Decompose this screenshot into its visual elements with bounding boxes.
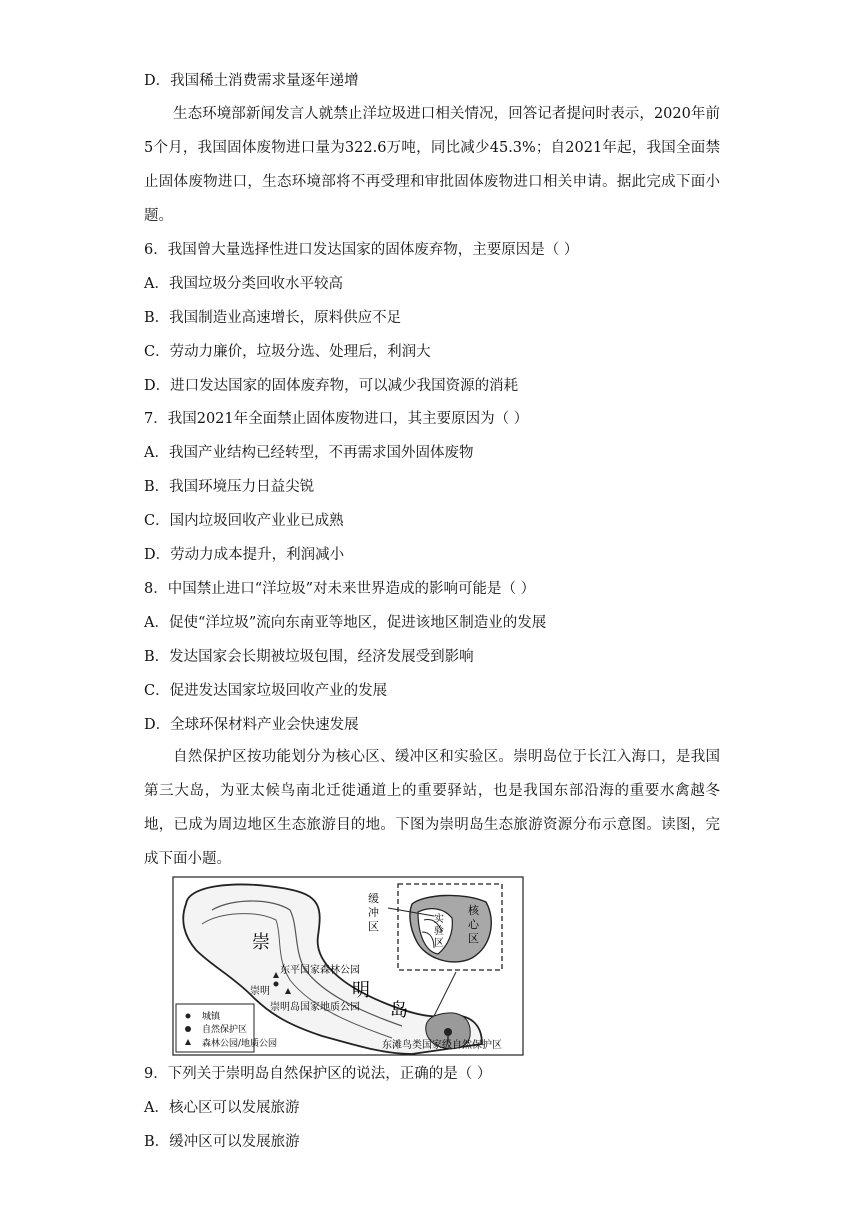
q6-stem: 6．我国曾大量选择性进口发达国家的固体废弃物，主要原因是（ ）: [144, 242, 579, 258]
legend-town-icon: [186, 1014, 191, 1019]
q6-option-b: B．我国制造业高速增长，原料供应不足: [144, 310, 402, 326]
passage-chongming: 自然保护区按功能划分为核心区、缓冲区和实验区。崇明岛位于长江入海口，是我国第三大岛，为亚太候鸟南北迁徙通道上的重要驿站，也是我国东部沿海的重要水禽越冬地，已成为周边地区生态旅游目的地。下图为崇明岛生态旅游资源分布示意图。读图，完成下面小题。: [144, 749, 720, 867]
q8-option-a: A．促使“洋垃圾”流向东南亚等地区，促进该地区制造业的发展: [144, 615, 547, 631]
chongming-map: [172, 876, 524, 1056]
buffer-label-3: 区: [368, 920, 379, 933]
q6-option-a: A．我国垃圾分类回收水平较高: [144, 276, 343, 292]
q7-option-d: D．劳动力成本提升，利润减小: [144, 547, 345, 563]
q5-option-d: D．我国稀土消费需求量逐年递增: [144, 73, 359, 89]
passage-solid-waste: 生态环境部新闻发言人就禁止洋垃圾进口相关情况，回答记者提问时表示，2020年前5个月，我国固体废物进口量为322.6万吨，同比减少45.3%；自2021年起，我国全面禁止固体废物进口，生态环境部将不再受理和审批固体废物进口相关申请。据此完成下面小题。: [144, 106, 720, 224]
experiment-label-2: 验: [434, 926, 444, 937]
chongming-town-marker: [274, 982, 279, 987]
geopark-label: 崇明岛国家地质公园: [270, 1002, 360, 1013]
reserve-marker: [444, 1028, 452, 1036]
core-label-2: 心: [468, 918, 479, 931]
chongming-town-label: 崇明: [250, 986, 270, 997]
legend-town-label: 城镇: [202, 1012, 221, 1022]
buffer-label-1: 缓: [368, 892, 379, 905]
q7-option-c: C．国内垃圾回收产业业已成熟: [144, 513, 344, 529]
q9-option-a: A．核心区可以发展旅游: [144, 1100, 300, 1116]
legend-reserve-icon: [185, 1026, 191, 1032]
island-char-dao: 岛: [390, 1000, 408, 1021]
island-char-chong: 崇: [252, 932, 270, 953]
q9-option-b: B．缓冲区可以发展旅游: [144, 1134, 300, 1150]
reserve-label: 东滩鸟类国家级自然保护区: [382, 1040, 502, 1051]
core-label-3: 区: [468, 932, 479, 945]
q8-stem: 8．中国禁止进口“洋垃圾”对未来世界造成的影响可能是（ ）: [144, 581, 536, 597]
core-label-1: 核: [468, 904, 479, 917]
experiment-label-3: 区: [434, 938, 444, 949]
experiment-label-1: 实: [434, 914, 444, 925]
q6-option-d: D．进口发达国家的固体废弃物，可以减少我国资源的消耗: [144, 378, 519, 394]
dongping-park-label: 东平国家森林公园: [280, 965, 360, 976]
q8-option-b: B．发达国家会长期被垃圾包围，经济发展受到影响: [144, 649, 474, 665]
q9-stem: 9．下列关于崇明岛自然保护区的说法，正确的是（ ）: [144, 1066, 492, 1082]
q8-option-c: C．促进发达国家垃圾回收产业的发展: [144, 683, 388, 699]
q7-option-b: B．我国环境压力日益尖锐: [144, 479, 315, 495]
legend-park-label: 森林公园/地质公园: [202, 1039, 278, 1049]
q7-option-a: A．我国产业结构已经转型，不再需求国外固体废物: [144, 445, 474, 461]
buffer-label-2: 冲: [368, 906, 379, 919]
q6-option-c: C．劳动力廉价，垃圾分选、处理后，利润大: [144, 344, 431, 360]
q8-option-d: D．全球环保材料产业会快速发展: [144, 717, 359, 733]
legend-reserve-label: 自然保护区: [202, 1025, 248, 1035]
island-char-ming: 明: [352, 980, 370, 1001]
q7-stem: 7．我国2021年全面禁止固体废物进口，其主要原因为（ ）: [144, 411, 529, 427]
